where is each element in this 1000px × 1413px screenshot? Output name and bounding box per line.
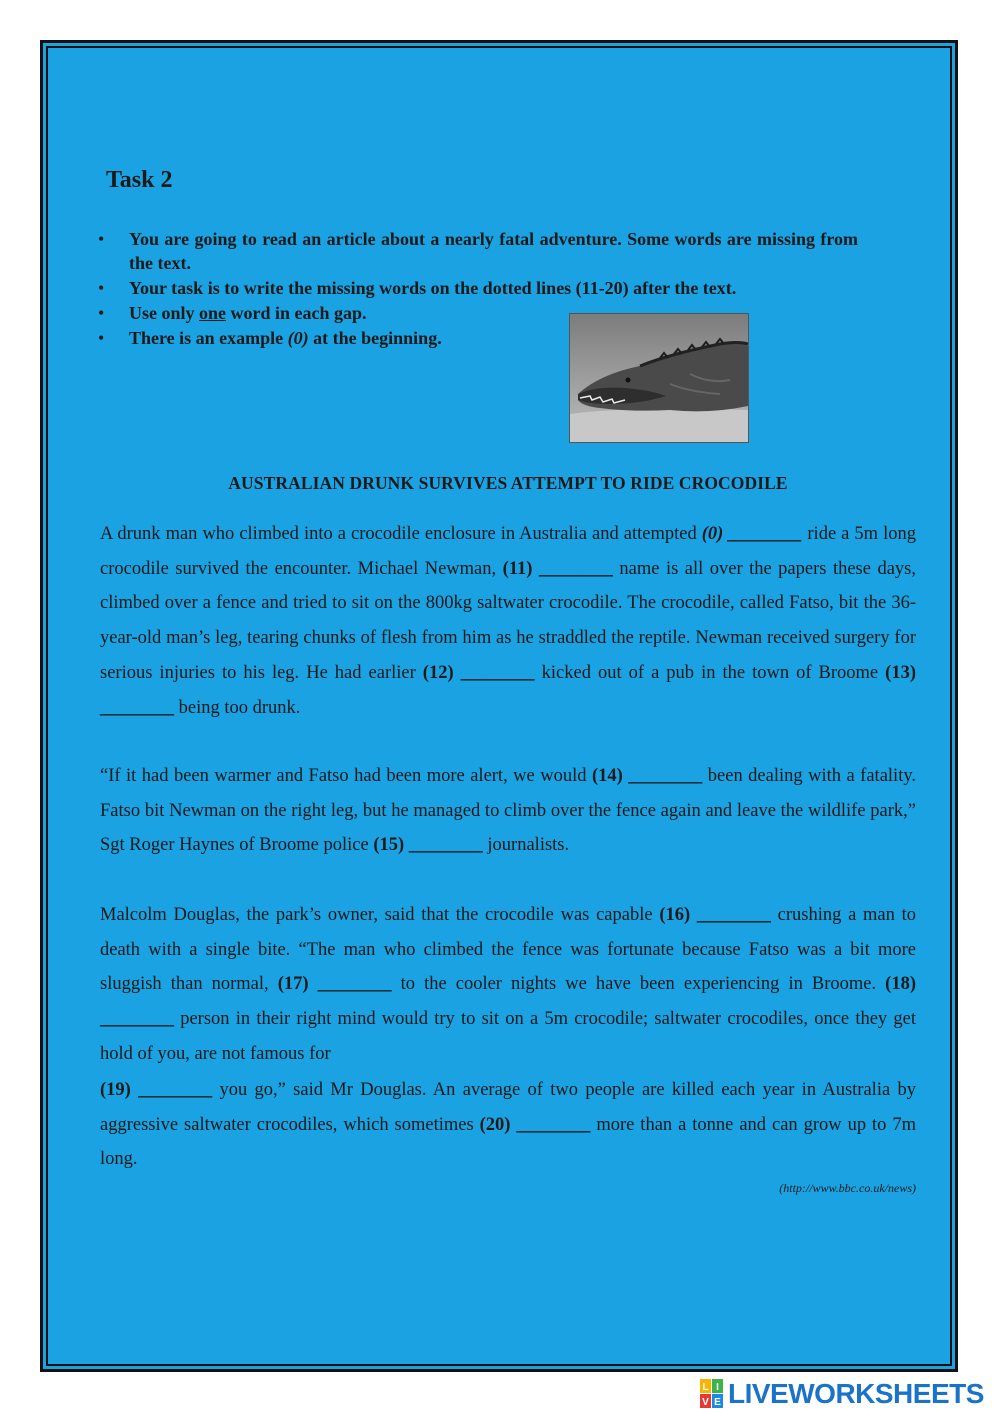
instruction-item: • Your task is to write the missing words on the dotted lines (11-20) after the text. [98,276,858,300]
liveworksheets-logo-icon [700,1379,724,1409]
liveworksheets-watermark [700,1378,984,1410]
article-paragraph-1: A drunk man who climbed into a crocodile enclosure in Australia and attempted (0) ________ ride a 5m long crocodile survived the encounter. Michael Newman, (11) ________ name is all over the papers these days, climbed over a fence and tried to sit on the 800kg saltwater crocodile. The crocodile, called Fatso, bit the 36-year-old man’s leg, tearing chunks of flesh from him as he straddled the reptile. Newman received surgery for serious injuries to his leg. He had earlier (12) ________ kicked out of a pub in the town of Broome (13) ________ being too drunk. [100,524,916,718]
crocodile-illustration [570,314,748,442]
gap-13: (13) ________ [100,662,916,718]
instruction-item: • You are going to read an article about a nearly fatal adventure. Some words are missing from the text. [98,227,858,275]
gap-18: (18) ________ [100,974,916,1030]
example-marker: (0) [287,328,309,348]
article-paragraph-3: Malcolm Douglas, the park’s owner, said that the crocodile was capable (16) ________ crushing a man to death with a single bite. “The man who climbed the fence was fortunate because Fatso was a bit more sluggish than normal, (17) ________ to the cooler nights we have been experiencing in Broome. (18) ________ person in their right mind would try to sit on a 5m crocodile; saltwater crocodiles, once they get hold of you, are not famous for [100,905,916,1064]
gap-15: (15) ________ [373,835,483,856]
svg-text:L: L [702,1382,709,1393]
article-headline: AUSTRALIAN DRUNK SURVIVES ATTEMPT TO RIDE CROCODILE [228,473,788,493]
source-citation: (http://www.bbc.co.uk/news) [779,1181,916,1195]
gap-0: (0) ________ [701,524,803,544]
instruction-item: • Use only one word in each gap. [98,301,858,325]
article-paragraph-4: (19) ________ you go,” said Mr Douglas. An average of two people are killed each year in Australia by aggressive saltwater crocodiles, which sometimes (20) ________ more than a tonne and can grow up to 7m long. [100,1080,917,1170]
svg-text:E: E [714,1397,721,1408]
article-paragraph-2: “If it had been warmer and Fatso had been more alert, we would (14) ________ been dealing with a fatality. Fatso bit Newman on the right leg, but he managed to climb over the fence again and leave the wildlife park,” Sgt Roger Haynes of Broome police (15) ________ journalists. [100,766,917,856]
gap-16: (16) ________ [659,905,771,925]
crocodile-photo [569,313,749,443]
watermark-text: LIVEWORKSHEETS [728,1378,984,1409]
worksheet-page [40,40,958,1372]
instruction-item: • There is an example (0) at the beginning. [98,326,858,350]
gap-11: (11) ________ [502,558,613,579]
task-title: Task 2 [106,167,173,193]
svg-text:V: V [702,1397,709,1408]
gap-19: (19) ________ [100,1080,213,1100]
underlined-word: one [199,303,227,323]
svg-text:I: I [716,1382,719,1393]
gap-12: (12) ________ [422,662,535,683]
gap-20: (20) ________ [479,1114,591,1135]
gap-17: (17) ________ [277,974,392,995]
gap-14: (14) ________ [591,766,703,786]
